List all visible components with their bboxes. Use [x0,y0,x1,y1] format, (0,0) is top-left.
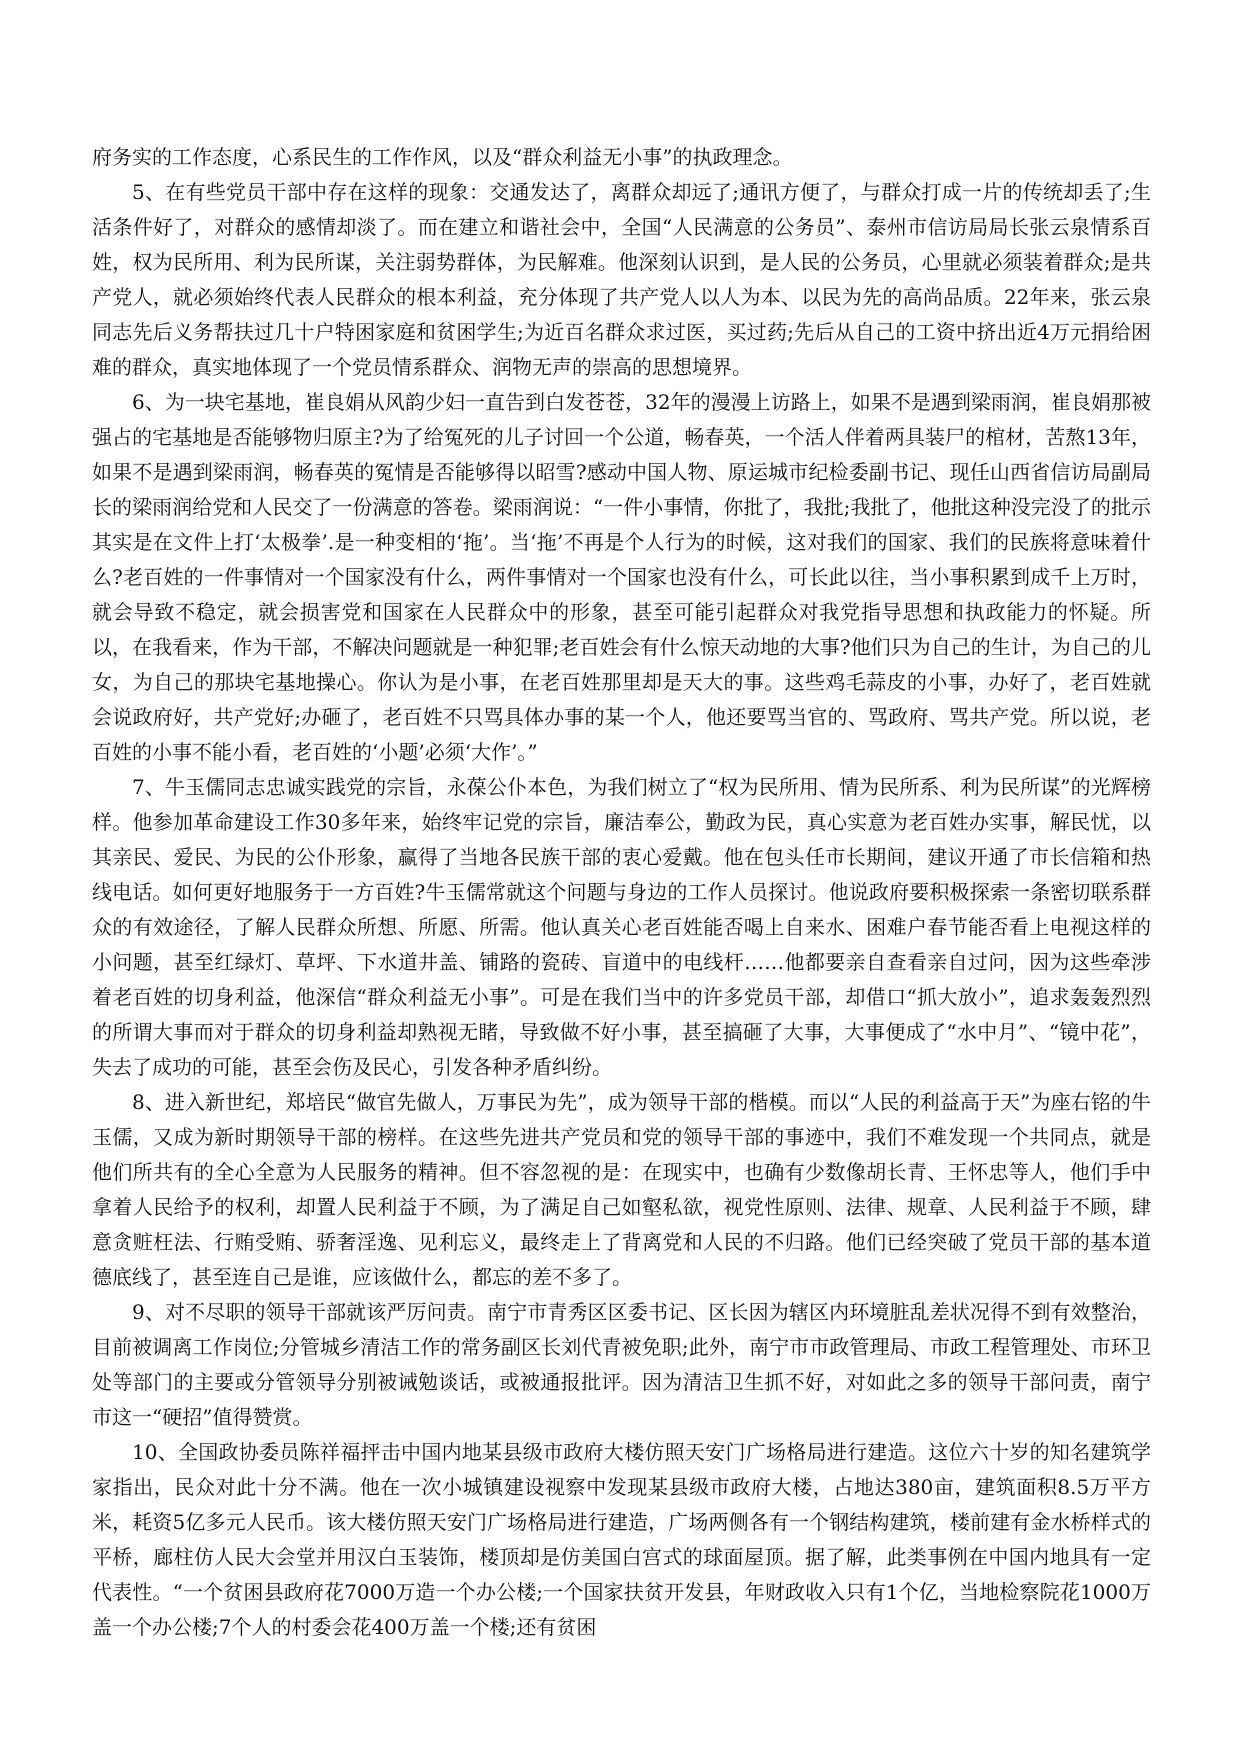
paragraph-9: 9、对不尽职的领导干部就该严厉问责。南宁市青秀区区委书记、区长因为辖区内环境脏乱差状况得不到有效整治，目前被调离工作岗位;分管城乡清洁工作的常务副区长刘代青被免职;此外，南宁市市政管理局、市政工程管理处、市环卫处等部门的主要或分管领导分别被诫勉谈话，或被通报批评。因为清洁卫生抓不好，对如此之多的领导干部问责，南宁市这一“硬招”值得赞赏。 [92,1300,1151,1429]
document-page [92,140,1151,1645]
paragraph-8: 8、进入新世纪，郑培民“做官先做人，万事民为先”，成为领导干部的楷模。而以“人民的利益高于天”为座右铭的牛玉儒，又成为新时期领导干部的榜样。在这些先进共产党员和党的领导干部的事迹中，我们不难发现一个共同点，就是他们所共有的全心全意为人民服务的精神。但不容忽视的是：在现实中，也确有少数像胡长青、王怀忠等人，他们手中拿着人民给予的权利，却置人民利益于不顾，为了满足自己如壑私欲，视党性原则、法律、规章、人民利益于不顾，肆意贪赃枉法、行贿受贿、骄奢淫逸、见利忘义，最终走上了背离党和人民的不归路。他们已经突破了党员干部的基本道德底线了，甚至连自己是谁，应该做什么，都忘的差不多了。 [92,1090,1151,1289]
paragraph-5: 5、在有些党员干部中存在这样的现象：交通发达了，离群众却远了;通讯方便了，与群众打成一片的传统却丢了;生活条件好了，对群众的感情却淡了。而在建立和谐社会中，全国“人民满意的公务员”、泰州市信访局局长张云泉情系百姓，权为民所用、利为民所谋，关注弱势群体，为民解难。他深刻认识到，是人民的公务员，心里就必须装着群众;是共产党人，就必须始终代表人民群众的根本利益，充分体现了共产党人以人为本、以民为先的高尚品质。22年来，张云泉同志先后义务帮扶过几十户特困家庭和贫困学生;为近百名群众求过医，买过药;先后从自己的工资中挤出近4万元捐给困难的群众，真实地体现了一个党员情系群众、润物无声的崇高的思想境界。 [92,180,1151,379]
paragraph-7: 7、牛玉儒同志忠诚实践党的宗旨，永葆公仆本色，为我们树立了“权为民所用、情为民所系、利为民所谋”的光辉榜样。他参加革命建设工作30多年来，始终牢记党的宗旨，廉洁奉公，勤政为民，真心实意为老百姓办实事，解民忧，以其亲民、爱民、为民的公仆形象，赢得了当地各民族干部的衷心爱戴。他在包头任市长期间，建议开通了市长信箱和热线电话。如何更好地服务于一方百姓?牛玉儒常就这个问题与身边的工作人员探讨。他说政府要积极探索一条密切联系群众的有效途径，了解人民群众所想、所愿、所需。他认真关心老百姓能否喝上自来水、困难户春节能否看上电视这样的小问题，甚至红绿灯、草坪、下水道井盖、铺路的瓷砖、盲道中的电线杆……他都要亲自查看亲自过问，因为这些牵涉着老百姓的切身利益，他深信“群众利益无小事”。可是在我们当中的许多党员干部，却借口“抓大放小”，追求轰轰烈烈的所谓大事而对于群众的切身利益却熟视无睹，导致做不好小事，甚至搞砸了大事，大事便成了“水中月”、“镜中花”，失去了成功的可能，甚至会伤及民心，引发各种矛盾纠纷。 [92,775,1151,1079]
paragraph-continuation: 府务实的工作态度，心系民生的工作作风，以及“群众利益无小事”的执政理念。 [92,145,793,169]
paragraph-6: 6、为一块宅基地，崔良娟从风韵少妇一直告到白发苍苍，32年的漫漫上访路上，如果不是遇到梁雨润，崔良娟那被强占的宅基地是否能够物归原主?为了给冤死的儿子讨回一个公道，畅春英，一个活人伴着两具装尸的棺材，苦熬13年，如果不是遇到梁雨润，畅春英的冤情是否能够得以昭雪?感动中国人物、原运城市纪检委副书记、现任山西省信访局副局长的梁雨润给党和人民交了一份满意的答卷。梁雨润说：“一件小事情，你批了，我批;我批了，他批这种没完没了的批示其实是在文件上打‘太极拳’.是一种变相的‘拖’。当‘拖’不再是个人行为的时候，这对我们的国家、我们的民族将意味着什么?老百姓的一件事情对一个国家没有什么，两件事情对一个国家也没有什么，可长此以往，当小事积累到成千上万时，就会导致不稳定，就会损害党和国家在人民群众中的形象，甚至可能引起群众对我党指导思想和执政能力的怀疑。所以，在我看来，作为干部，不解决问题就是一种犯罪;老百姓会有什么惊天动地的大事?他们只为自己的生计，为自己的儿女，为自己的那块宅基地操心。你认为是小事，在老百姓那里却是天大的事。这些鸡毛蒜皮的小事，办好了，老百姓就会说政府好，共产党好;办砸了，老百姓不只骂具体办事的某一个人，他还要骂当官的、骂政府、骂共产党。所以说，老百姓的小事不能小看，老百姓的‘小题’必须‘大作’。” [92,390,1151,764]
paragraph-10: 10、全国政协委员陈祥福抨击中国内地某县级市政府大楼仿照天安门广场格局进行建造。这位六十岁的知名建筑学家指出，民众对此十分不满。他在一次小城镇建设视察中发现某县级市政府大楼，占地达380亩，建筑面积8.5万平方米，耗资5亿多元人民币。该大楼仿照天安门广场格局进行建造，广场两侧各有一个钢结构建筑，楼前建有金水桥样式的平桥，廊柱仿人民大会堂并用汉白玉装饰，楼顶却是仿美国白宫式的球面屋顶。据了解，此类事例在中国内地具有一定代表性。“一个贫困县政府花7000万造一个办公楼;一个国家扶贫开发县，年财政收入只有1个亿，当地检察院花1000万盖一个办公楼;7个人的村委会花400万盖一个楼;还有贫困 [92,1440,1151,1639]
